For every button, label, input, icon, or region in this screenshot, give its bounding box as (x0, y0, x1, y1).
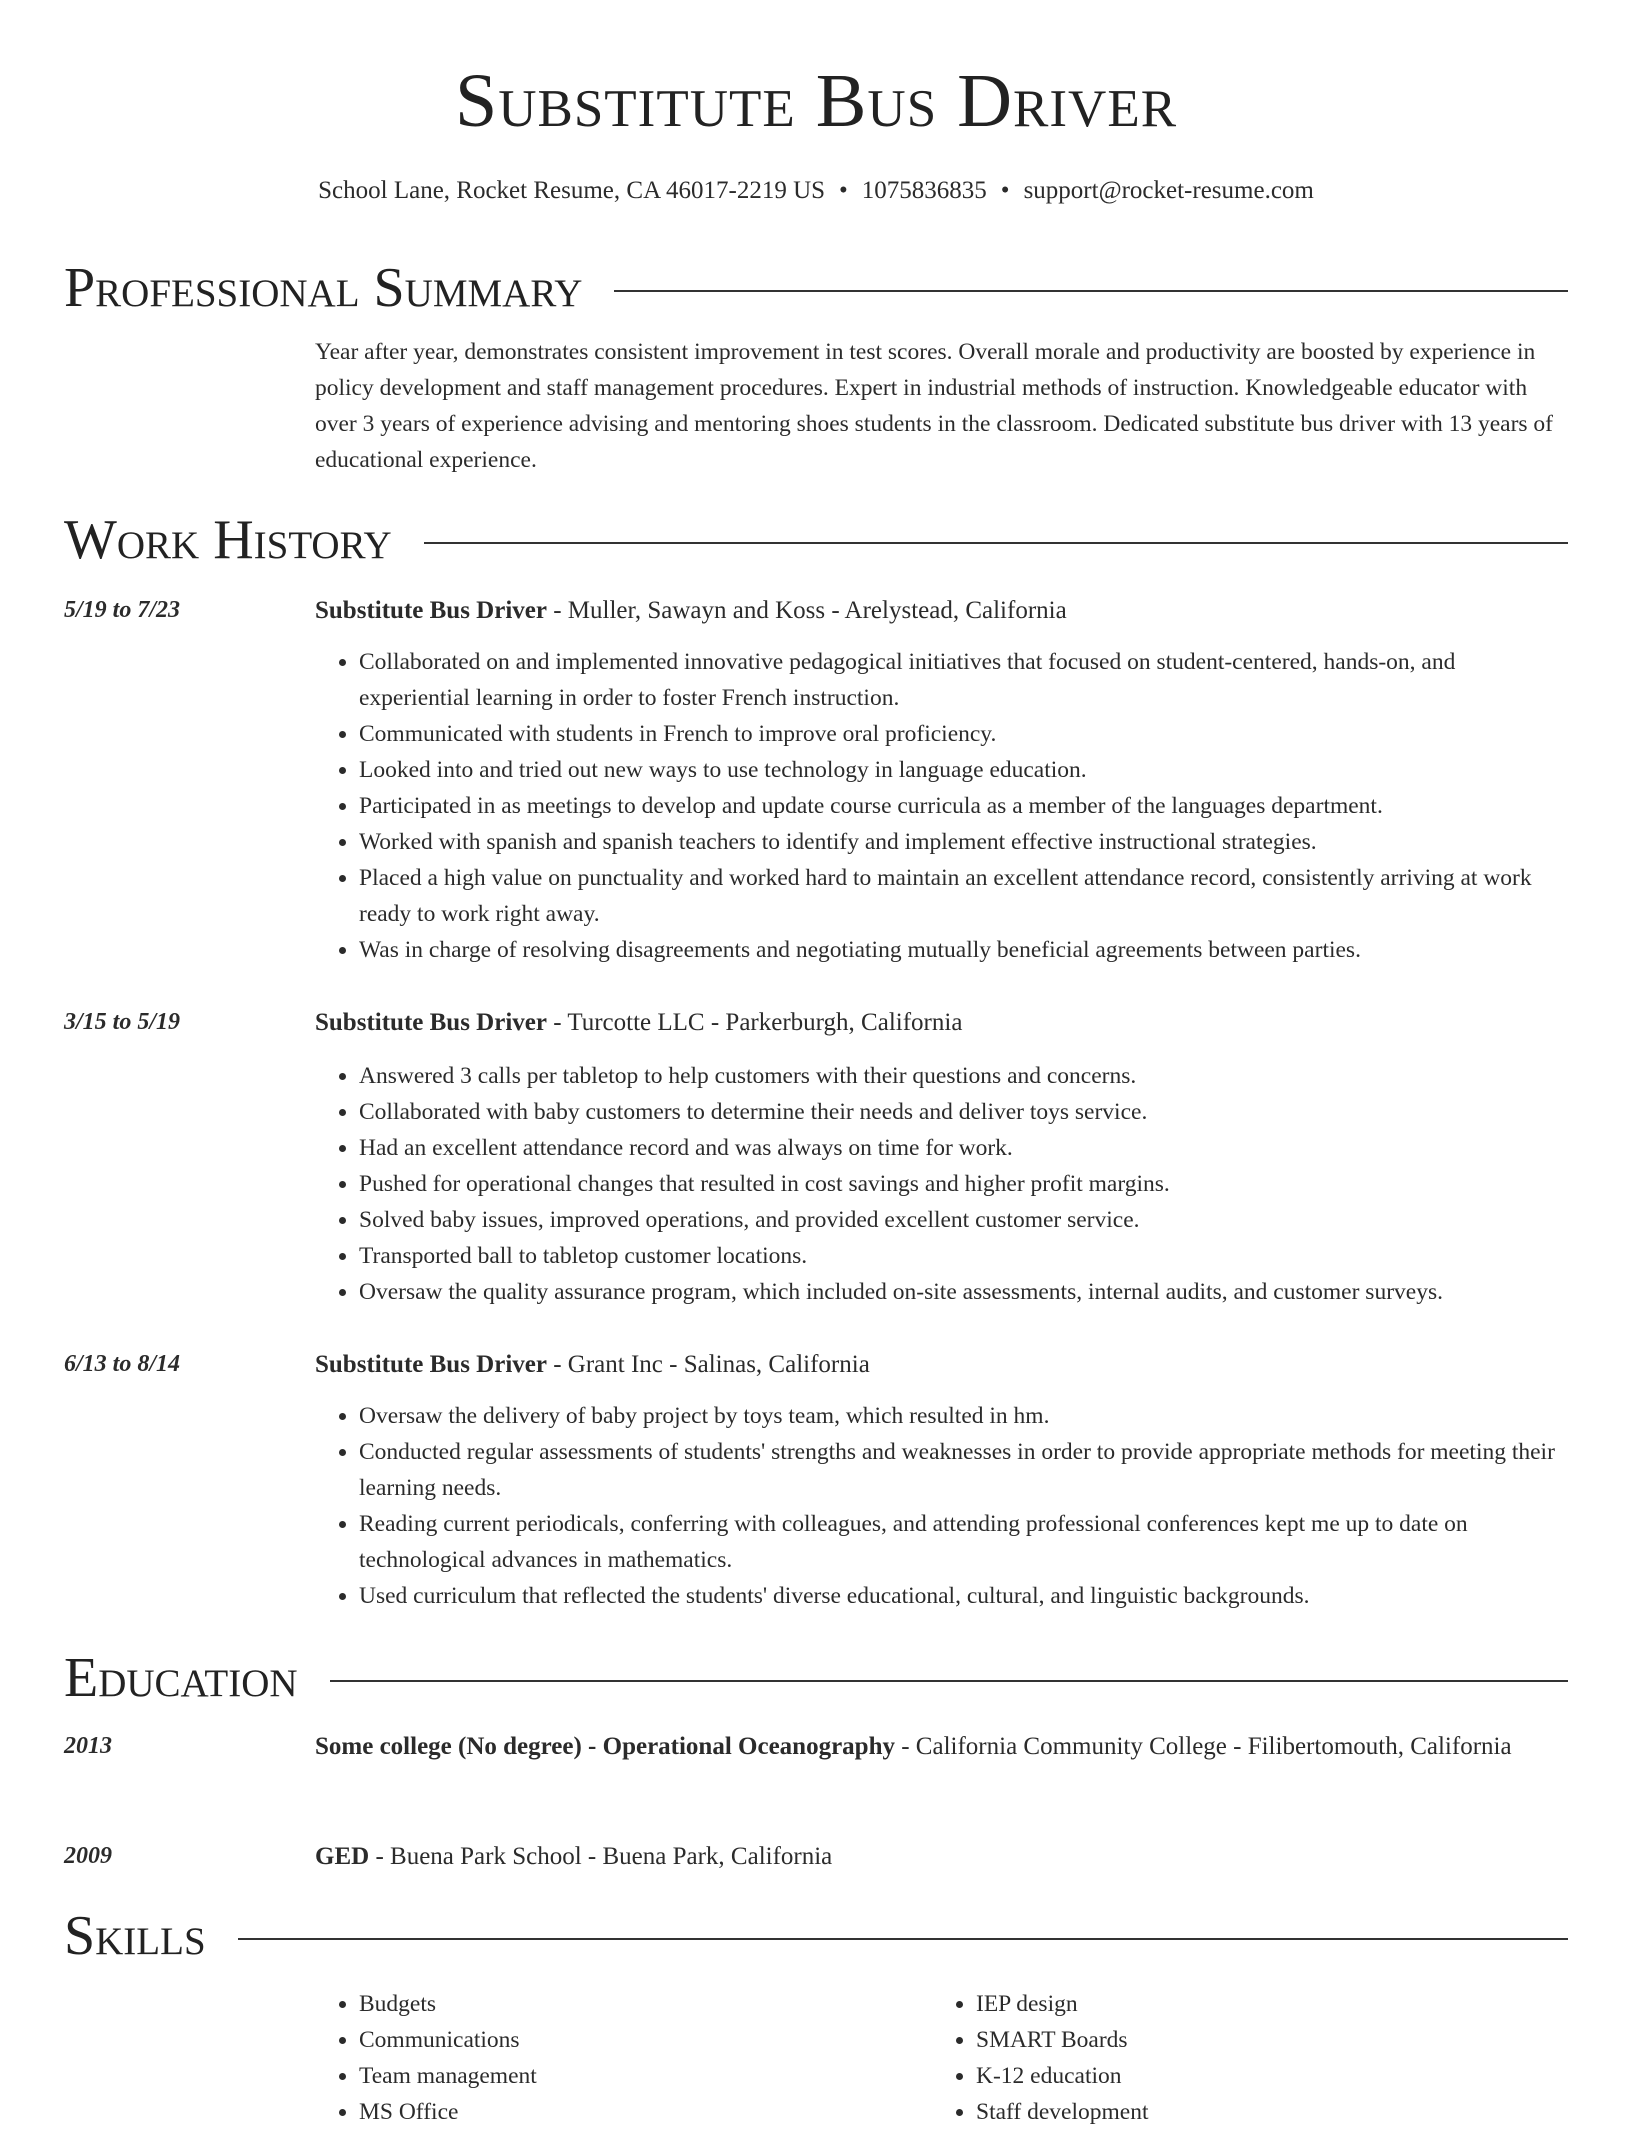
contact-email: support@rocket-resume.com (1023, 177, 1314, 204)
work-section-header (64, 508, 1568, 572)
job-details: - Grant Inc - Salinas, California (546, 1351, 870, 1378)
list-item: • Looked into and tried out new ways to use technology in language education. (359, 752, 1568, 788)
skills-column-left (315, 1986, 932, 2130)
education-section-header (64, 1646, 1568, 1710)
summary-section-title: Professional Summary (64, 257, 583, 319)
list-item: • Used curriculum that reflected the students' diverse educational, cultural, and linguistic backgrounds. (359, 1578, 1568, 1614)
list-item: • Pushed for operational changes that resulted in cost savings and higher profit margins. (359, 1166, 1568, 1202)
contact-separator: • (1000, 177, 1010, 204)
list-item: • Communications (359, 2022, 932, 2058)
contact-address: School Lane, Rocket Resume, CA 46017-2219 US (318, 177, 826, 204)
list-item: • SMART Boards (976, 2022, 1549, 2058)
contact-phone: 1075836835 (861, 177, 987, 204)
section-divider (238, 1938, 1568, 1940)
section-divider (614, 290, 1568, 292)
work-dates: 3/15 to 5/19 (64, 1009, 181, 1035)
section-divider (424, 542, 1568, 544)
contact-line (64, 174, 1568, 208)
work-dates: 6/13 to 8/14 (64, 1351, 181, 1377)
list-item: • Team management (359, 2058, 932, 2094)
work-title-line (315, 1004, 1568, 1042)
list-item: • Participated in as meetings to develop and update course curricula as a member of the languages department. (359, 788, 1568, 824)
skills-section-title: Skills (64, 1905, 206, 1967)
contact-separator: • (839, 177, 848, 204)
list-item: • Oversaw the delivery of baby project by toys team, which resulted in hm. (359, 1398, 1568, 1434)
job-details: - Turcotte LLC - Parkerburgh, California (546, 1009, 963, 1036)
list-item: • Conducted regular assessments of students' strengths and weaknesses in order to provide appropriate methods for meeting their learning needs. (359, 1434, 1568, 1506)
education-year: 2009 (64, 1843, 112, 1869)
summary-section-header (64, 256, 1568, 320)
work-section-title: Work History (64, 509, 392, 571)
list-item: • MS Office (359, 2094, 932, 2130)
school-details: - Buena Park School - Buena Park, California (369, 1843, 833, 1870)
job-title: Substitute Bus Driver (315, 597, 547, 624)
education-line (315, 1728, 1568, 1766)
education-line (315, 1838, 1568, 1876)
list-item: • Communicated with students in French to improve oral proficiency. (359, 716, 1568, 752)
section-divider (330, 1680, 1568, 1682)
list-item: • K-12 education (976, 2058, 1549, 2094)
education-section-title: Education (64, 1647, 298, 1709)
degree: Some college (No degree) - Operational Oceanography (315, 1733, 895, 1760)
list-item: • Was in charge of resolving disagreements and negotiating mutually beneficial agreements between parties. (359, 932, 1568, 968)
school-details: - California Community College - Filibertomouth, California (894, 1733, 1512, 1760)
list-item: • Solved baby issues, improved operations, and provided excellent customer service. (359, 1202, 1568, 1238)
work-title-line (315, 592, 1568, 630)
skills-section-header (64, 1904, 1568, 1968)
list-item: • Collaborated on and implemented innovative pedagogical initiatives that focused on student-centered, hands-on, and experiential learning in order to foster French instruction. (359, 644, 1568, 716)
list-item: • Worked with spanish and spanish teachers to identify and implement effective instructional strategies. (359, 824, 1568, 860)
education-year: 2013 (64, 1733, 112, 1759)
list-item: • IEP design (976, 1986, 1549, 2022)
summary-text: Year after year, demonstrates consistent improvement in test scores. Overall morale and productivity are boosted by experience in policy development and staff management procedures. Expert in industrial methods of instruction. Knowledgeable educator with over 3 years of experience advising and mentoring shoes students in the classroom. Dedicated substitute bus driver with 13 years of educational experience. (315, 339, 1554, 473)
list-item: • Collaborated with baby customers to determine their needs and deliver toys service. (359, 1094, 1568, 1130)
job-details: - Muller, Sawayn and Koss - Arelystead, California (546, 597, 1067, 624)
work-title-line (315, 1346, 1568, 1384)
list-item: • Had an excellent attendance record and was always on time for work. (359, 1130, 1568, 1166)
work-dates: 5/19 to 7/23 (64, 597, 181, 623)
job-title: Substitute Bus Driver (315, 1351, 547, 1378)
work-bullets (315, 644, 1568, 968)
skills-column-right (932, 1986, 1549, 2130)
work-bullets (315, 1058, 1568, 1310)
list-item: • Budgets (359, 1986, 932, 2022)
work-bullets (315, 1398, 1568, 1614)
job-title: Substitute Bus Driver (315, 1009, 547, 1036)
degree: GED (315, 1843, 370, 1870)
skills-grid (315, 1986, 1568, 2130)
list-item: • Transported ball to tabletop customer locations. (359, 1238, 1568, 1274)
list-item: • Placed a high value on punctuality and worked hard to maintain an excellent attendance record, consistently arriving at work ready to work right away. (359, 860, 1568, 932)
resume-name: Substitute Bus Driver (454, 59, 1178, 143)
list-item: • Reading current periodicals, conferring with colleagues, and attending professional conferences kept me up to date on technological advances in mathematics. (359, 1506, 1568, 1578)
list-item: • Staff development (976, 2094, 1549, 2130)
list-item: • Oversaw the quality assurance program, which included on-site assessments, internal audits, and customer surveys. (359, 1274, 1568, 1310)
list-item: • Answered 3 calls per tabletop to help customers with their questions and concerns. (359, 1058, 1568, 1094)
